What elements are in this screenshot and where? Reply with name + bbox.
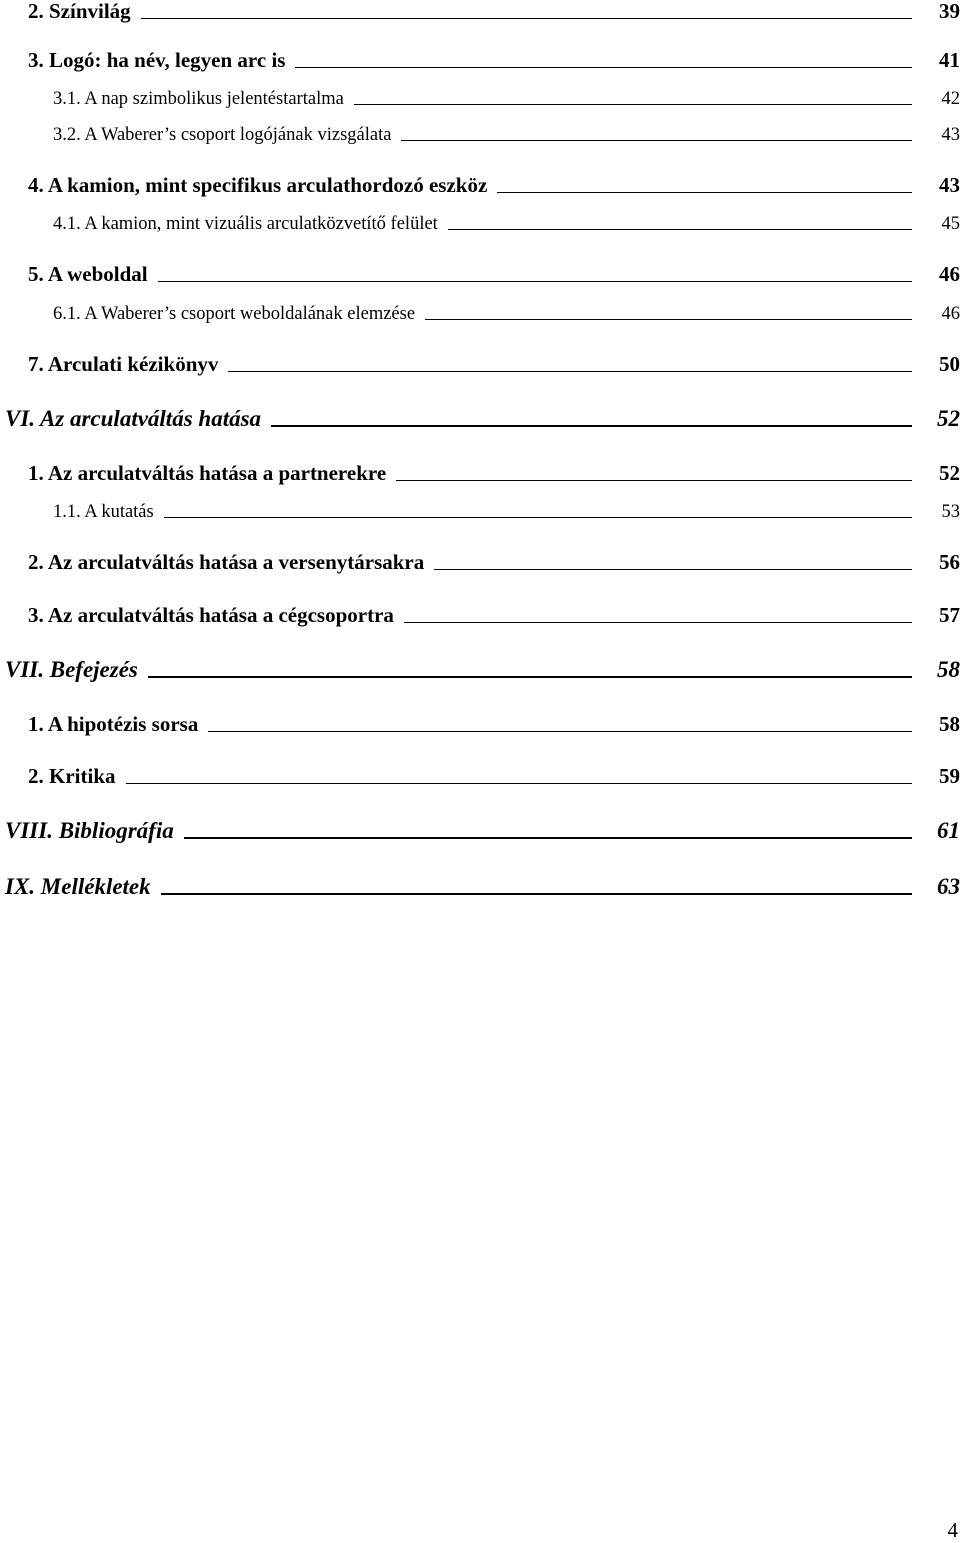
toc-entry (0, 0, 960, 24)
toc-entry (0, 501, 960, 523)
toc-entry (0, 174, 960, 198)
toc-entry-title: 1. A hipotézis sorsa (28, 712, 199, 736)
toc-leader-line (271, 425, 912, 427)
toc-entry (0, 49, 960, 73)
toc-entry (0, 303, 960, 325)
toc-entry-page: 58 (939, 712, 960, 736)
toc-leader-line (161, 893, 912, 895)
toc-entry-page: 46 (939, 262, 960, 286)
toc-entry-page: 52 (937, 406, 960, 431)
toc-entry (0, 124, 960, 146)
toc-leader-line (228, 371, 912, 372)
toc-leader-line (404, 622, 912, 623)
toc-entry-page: 45 (941, 214, 960, 234)
toc-entry (0, 873, 960, 900)
toc-entry-page: 41 (939, 48, 960, 72)
toc-entry-title: VIII. Bibliográfia (5, 818, 174, 843)
toc-entry-title: 4. A kamion, mint specifikus arculathordozó eszköz (28, 173, 488, 197)
toc-leader-line (148, 676, 912, 678)
toc-entry (0, 765, 960, 789)
toc-entry-title: 3. Az arculatváltás hatása a cégcsoportra (28, 603, 394, 627)
toc-leader-line (396, 480, 912, 481)
toc-entry-page: 50 (939, 352, 960, 376)
toc-leader-line (208, 731, 912, 732)
toc-entry-title: 2. Kritika (28, 764, 116, 788)
toc-entry (0, 656, 960, 683)
toc-leader-line (158, 281, 912, 282)
toc-entry (0, 604, 960, 628)
toc-entry-page: 46 (941, 304, 960, 324)
toc-leader-line (448, 229, 912, 230)
toc-entry-page: 61 (937, 818, 960, 843)
toc-entry-title: 5. A weboldal (28, 262, 148, 286)
toc-entry (0, 213, 960, 235)
toc-entry-page: 43 (941, 125, 960, 145)
page-number: 4 (947, 1518, 958, 1542)
toc-entry-page: 42 (941, 89, 960, 109)
toc-leader-line (434, 569, 912, 570)
toc-entry (0, 551, 960, 575)
toc-entry (0, 462, 960, 486)
toc-entry-page: 53 (941, 502, 960, 522)
toc-leader-line (497, 192, 912, 193)
toc-leader-line (184, 837, 912, 839)
toc-entry-title: IX. Mellékletek (5, 874, 151, 899)
toc-entry-page: 63 (937, 874, 960, 899)
toc-entry-title: 4.1. A kamion, mint vizuális arculatközvetítő felület (53, 214, 438, 234)
toc-entry-page: 52 (939, 461, 960, 485)
toc-entry (0, 88, 960, 110)
toc-entry-page: 57 (939, 603, 960, 627)
toc-leader-line (295, 67, 912, 68)
toc-entry-page: 59 (939, 764, 960, 788)
toc-leader-line (425, 319, 912, 320)
toc-entry-title: 3.1. A nap szimbolikus jelentéstartalma (53, 89, 344, 109)
toc-entry-title: 7. Arculati kézikönyv (28, 352, 219, 376)
toc-entry (0, 405, 960, 432)
toc-leader-line (164, 517, 912, 518)
toc-entry (0, 817, 960, 844)
toc-entry-title: 2. Az arculatváltás hatása a versenytársakra (28, 550, 425, 574)
toc-leader-line (401, 140, 912, 141)
toc-leader-line (126, 783, 913, 784)
toc-entry-page: 56 (939, 550, 960, 574)
toc-entry-page: 39 (939, 0, 960, 23)
toc-entry (0, 353, 960, 377)
toc-entry-title: 6.1. A Waberer’s csoport weboldalának elemzése (53, 304, 416, 324)
toc-entry-title: 3.2. A Waberer’s csoport logójának vizsgálata (53, 125, 392, 145)
toc-entry-title: VI. Az arculatváltás hatása (5, 406, 262, 431)
toc-entry-title: 3. Logó: ha név, legyen arc is (28, 48, 286, 72)
toc-entry-page: 43 (939, 173, 960, 197)
toc-entry-title: VII. Befejezés (5, 657, 138, 682)
toc-leader-line (354, 104, 912, 105)
toc-leader-line (141, 18, 912, 19)
toc-entry-page: 58 (937, 657, 960, 682)
toc-entry-title: 2. Színvilág (28, 0, 131, 23)
toc-entry (0, 263, 960, 287)
toc-entry (0, 713, 960, 737)
toc-entry-title: 1.1. A kutatás (53, 502, 154, 522)
toc-entry-title: 1. Az arculatváltás hatása a partnerekre (28, 461, 387, 485)
